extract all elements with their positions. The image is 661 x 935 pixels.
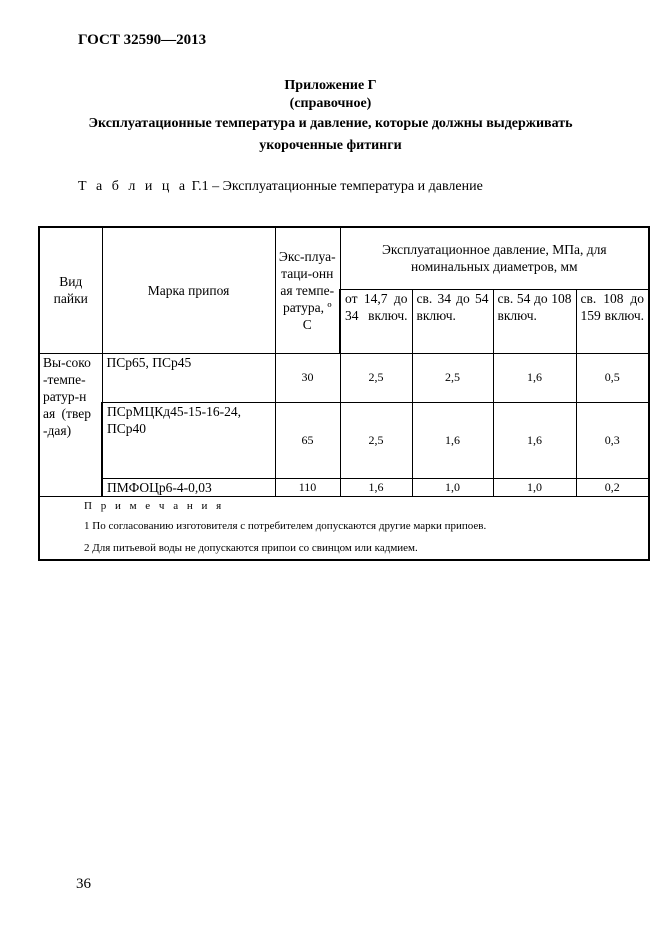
pressure-cell: 2,5 — [412, 353, 493, 402]
pressure-cell: 0,2 — [576, 478, 649, 496]
solder-grade-cell: ПМФОЦр6-4-0,03 — [102, 478, 275, 496]
header-diameter-2: св. 34 до 54 включ. — [412, 289, 493, 353]
joint-type-value: Вы-соко-темпе-ратур-ная (твер-дая) — [39, 353, 102, 496]
pressure-cell: 1,0 — [493, 478, 576, 496]
temperature-cell: 30 — [275, 353, 340, 402]
table-row — [39, 478, 649, 496]
table-caption — [78, 179, 483, 195]
solder-grade-cell: ПСрМЦКд45-15-16-24, ПСр40 — [102, 402, 275, 478]
note-1: 1 По согласованию изготовителя с потребителем допускаются другие марки припоев. — [84, 519, 487, 532]
pressure-cell: 1,6 — [493, 402, 576, 478]
header-diameter-4: св. 108 до 159 включ. — [576, 289, 649, 353]
table-row — [39, 353, 649, 402]
appendix-heading-line1: Эксплуатационные температура и давление, которые должны выдерживать — [88, 116, 573, 131]
page-number: 36 — [76, 876, 91, 892]
pressure-cell: 1,6 — [340, 478, 412, 496]
header-diameter-3: св. 54 до 108 включ. — [493, 289, 576, 353]
header-pressure-group: Эксплуатационное давление, МПа, для номинальных диаметров, мм — [340, 227, 649, 289]
temperature-cell: 110 — [275, 478, 340, 496]
pressure-cell: 0,3 — [576, 402, 649, 478]
header-temperature: Экс-плуа-таци-онная темпе-ратура, ºС — [275, 227, 340, 353]
table-row — [39, 402, 649, 478]
header-solder-grade: Марка припоя — [102, 227, 275, 353]
pressure-cell: 2,5 — [340, 402, 412, 478]
document-standard-number: ГОСТ 32590—2013 — [78, 32, 207, 48]
pressure-cell: 2,5 — [340, 353, 412, 402]
header-joint-type: Вид пайки — [39, 227, 102, 353]
table-caption-text: Г.1 – Эксплуатационные температура и давление — [191, 179, 483, 194]
pressure-cell: 1,6 — [493, 353, 576, 402]
appendix-subtitle: (справочное) — [289, 96, 372, 111]
notes-title: П р и м е ч а н и я — [84, 499, 225, 512]
solder-grade-cell: ПСр65, ПСр45 — [102, 353, 275, 402]
appendix-heading-line2: укороченные фитинги — [259, 138, 402, 153]
note-2: 2 Для питьевой воды не допускаются припои со свинцом или кадмием. — [84, 541, 418, 554]
temperature-pressure-table — [38, 226, 650, 561]
header-diameter-1: от 14,7 до 34 включ. — [340, 289, 412, 353]
pressure-cell: 1,6 — [412, 402, 493, 478]
appendix-title: Приложение Г — [284, 78, 377, 93]
pressure-cell: 0,5 — [576, 353, 649, 402]
table-caption-prefix: Т а б л и ц а — [78, 179, 189, 194]
table-notes — [39, 496, 649, 560]
pressure-cell: 1,0 — [412, 478, 493, 496]
temperature-cell: 65 — [275, 402, 340, 478]
